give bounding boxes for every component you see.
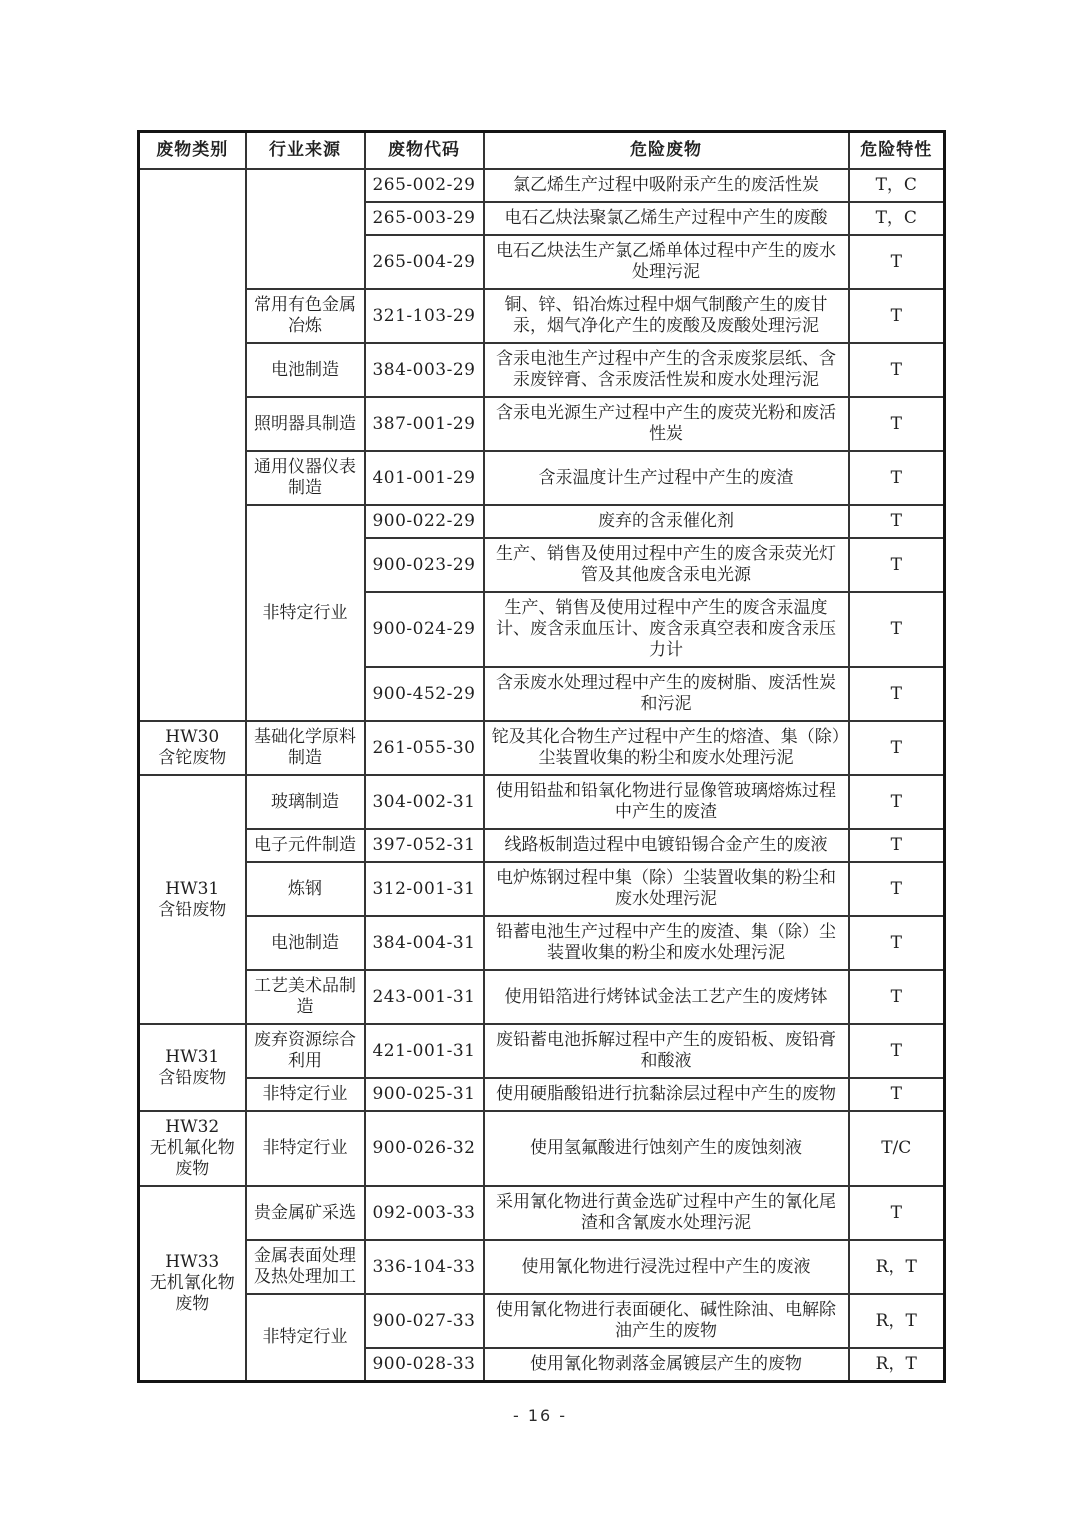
cell-hazard: R，T bbox=[849, 1348, 945, 1382]
cell-industry: 非特定行业 bbox=[246, 1294, 365, 1382]
cell-industry: 金属表面处理及热处理加工 bbox=[246, 1240, 365, 1294]
cell-hazard: R，T bbox=[849, 1240, 945, 1294]
cell-code: 387-001-29 bbox=[365, 397, 484, 451]
cell-code: 265-003-29 bbox=[365, 202, 484, 235]
cell-description: 生产、销售及使用过程中产生的废含汞温度计、废含汞血压计、废含汞真空表和废含汞压力计 bbox=[484, 592, 849, 667]
cell-code: 900-025-31 bbox=[365, 1078, 484, 1111]
table-row bbox=[139, 1078, 945, 1111]
cell-hazard: R，T bbox=[849, 1294, 945, 1348]
category-id: HW33 bbox=[165, 1252, 220, 1272]
table-row bbox=[139, 721, 945, 775]
cell-code: 384-003-29 bbox=[365, 343, 484, 397]
table-row bbox=[139, 1111, 945, 1186]
cell-description: 含汞温度计生产过程中产生的废渣 bbox=[484, 451, 849, 505]
cell-hazard: T bbox=[849, 862, 945, 916]
cell-hazard: T，C bbox=[849, 202, 945, 235]
cell-description: 含汞废水处理过程中产生的废树脂、废活性炭和污泥 bbox=[484, 667, 849, 721]
cell-description: 使用氰化物进行表面硬化、碱性除油、电解除油产生的废物 bbox=[484, 1294, 849, 1348]
cell-industry: 贵金属矿采选 bbox=[246, 1186, 365, 1240]
table-row bbox=[139, 1294, 945, 1348]
table-row bbox=[139, 343, 945, 397]
cell-description: 采用氰化物进行黄金选矿过程中产生的氰化尾渣和含氰废水处理污泥 bbox=[484, 1186, 849, 1240]
cell-description: 氯乙烯生产过程中吸附汞产生的废活性炭 bbox=[484, 169, 849, 202]
cell-description: 使用铅箔进行烤钵试金法工艺产生的废烤钵 bbox=[484, 970, 849, 1024]
cell-description: 电石乙炔法生产氯乙烯单体过程中产生的废水处理污泥 bbox=[484, 235, 849, 289]
cell-category bbox=[139, 1024, 246, 1111]
table-row bbox=[139, 1186, 945, 1240]
cell-description: 使用氰化物剥落金属镀层产生的废物 bbox=[484, 1348, 849, 1382]
page-number: - 16 - bbox=[512, 1406, 568, 1425]
cell-description: 使用氢氟酸进行蚀刻产生的废蚀刻液 bbox=[484, 1111, 849, 1186]
cell-industry: 基础化学原料制造 bbox=[246, 721, 365, 775]
cell-industry: 通用仪器仪表制造 bbox=[246, 451, 365, 505]
table-row bbox=[139, 1024, 945, 1078]
cell-code: 243-001-31 bbox=[365, 970, 484, 1024]
cell-hazard: T，C bbox=[849, 169, 945, 202]
cell-category bbox=[139, 1186, 246, 1382]
cell-code: 261-055-30 bbox=[365, 721, 484, 775]
cell-category-empty bbox=[139, 169, 246, 721]
cell-code: 421-001-31 bbox=[365, 1024, 484, 1078]
category-name: 无机氟化物废物 bbox=[149, 1138, 235, 1179]
cell-industry: 非特定行业 bbox=[246, 1078, 365, 1111]
cell-hazard: T bbox=[849, 538, 945, 592]
table-row bbox=[139, 1240, 945, 1294]
cell-industry: 电子元件制造 bbox=[246, 829, 365, 862]
category-name: 含铅废物 bbox=[158, 899, 227, 920]
table-row bbox=[139, 862, 945, 916]
cell-industry: 废弃资源综合利用 bbox=[246, 1024, 365, 1078]
cell-hazard: T bbox=[849, 289, 945, 343]
cell-industry: 电池制造 bbox=[246, 343, 365, 397]
cell-code: 900-026-32 bbox=[365, 1111, 484, 1186]
cell-code: 900-023-29 bbox=[365, 538, 484, 592]
category-id: HW31 bbox=[165, 1046, 220, 1067]
cell-code: 900-027-33 bbox=[365, 1294, 484, 1348]
cell-code: 265-004-29 bbox=[365, 235, 484, 289]
cell-hazard: T bbox=[849, 721, 945, 775]
cell-industry: 炼钢 bbox=[246, 862, 365, 916]
cell-code: 900-028-33 bbox=[365, 1348, 484, 1382]
table-row bbox=[139, 451, 945, 505]
cell-hazard: T bbox=[849, 829, 945, 862]
cell-hazard: T bbox=[849, 397, 945, 451]
cell-hazard: T bbox=[849, 775, 945, 829]
cell-category bbox=[139, 1111, 246, 1186]
cell-hazard: T/C bbox=[849, 1111, 945, 1186]
table-row bbox=[139, 829, 945, 862]
category-name: 含铅废物 bbox=[158, 1067, 227, 1088]
cell-industry: 非特定行业 bbox=[246, 1111, 365, 1186]
category-id: HW32 bbox=[165, 1117, 220, 1137]
cell-description: 使用硬脂酸铅进行抗黏涂层过程中产生的废物 bbox=[484, 1078, 849, 1111]
cell-hazard: T bbox=[849, 1024, 945, 1078]
cell-industry: 非特定行业 bbox=[246, 505, 365, 721]
cell-code: 336-104-33 bbox=[365, 1240, 484, 1294]
cell-hazard: T bbox=[849, 970, 945, 1024]
cell-description: 废铅蓄电池拆解过程中产生的废铅板、废铅膏和酸液 bbox=[484, 1024, 849, 1078]
table-row bbox=[139, 289, 945, 343]
table-row bbox=[139, 169, 945, 202]
table-row bbox=[139, 775, 945, 829]
cell-code: 900-452-29 bbox=[365, 667, 484, 721]
header-hazardous-waste: 危险废物 bbox=[484, 132, 849, 170]
cell-description: 使用铅盐和铅氧化物进行显像管玻璃熔炼过程中产生的废渣 bbox=[484, 775, 849, 829]
table-row bbox=[139, 505, 945, 538]
cell-hazard: T bbox=[849, 1078, 945, 1111]
cell-code: 321-103-29 bbox=[365, 289, 484, 343]
cell-hazard: T bbox=[849, 1186, 945, 1240]
cell-description: 使用氰化物进行浸洗过程中产生的废液 bbox=[484, 1240, 849, 1294]
cell-industry: 常用有色金属冶炼 bbox=[246, 289, 365, 343]
cell-hazard: T bbox=[849, 505, 945, 538]
cell-industry: 工艺美术品制造 bbox=[246, 970, 365, 1024]
cell-description: 铅蓄电池生产过程中产生的废渣、集（除）尘装置收集的粉尘和废水处理污泥 bbox=[484, 916, 849, 970]
cell-hazard: T bbox=[849, 451, 945, 505]
table-row bbox=[139, 397, 945, 451]
header-hazard-property: 危险特性 bbox=[849, 132, 945, 170]
cell-description: 铜、锌、铅冶炼过程中烟气制酸产生的废甘汞，烟气净化产生的废酸及废酸处理污泥 bbox=[484, 289, 849, 343]
header-waste-category: 废物类别 bbox=[139, 132, 246, 170]
cell-code: 401-001-29 bbox=[365, 451, 484, 505]
cell-description: 含汞电光源生产过程中产生的废荧光粉和废活性炭 bbox=[484, 397, 849, 451]
cell-code: 900-024-29 bbox=[365, 592, 484, 667]
cell-industry: 照明器具制造 bbox=[246, 397, 365, 451]
cell-code: 312-001-31 bbox=[365, 862, 484, 916]
cell-description: 线路板制造过程中电镀铅锡合金产生的废液 bbox=[484, 829, 849, 862]
header-waste-code: 废物代码 bbox=[365, 132, 484, 170]
cell-code: 304-002-31 bbox=[365, 775, 484, 829]
cell-description: 含汞电池生产过程中产生的含汞废浆层纸、含汞废锌膏、含汞废活性炭和废水处理污泥 bbox=[484, 343, 849, 397]
cell-code: 092-003-33 bbox=[365, 1186, 484, 1240]
cell-hazard: T bbox=[849, 235, 945, 289]
cell-industry: 电池制造 bbox=[246, 916, 365, 970]
cell-description: 电石乙炔法聚氯乙烯生产过程中产生的废酸 bbox=[484, 202, 849, 235]
category-name: 无机氰化物废物 bbox=[149, 1273, 235, 1314]
cell-hazard: T bbox=[849, 343, 945, 397]
cell-description: 铊及其化合物生产过程中产生的熔渣、集（除）尘装置收集的粉尘和废水处理污泥 bbox=[484, 721, 849, 775]
cell-category bbox=[139, 721, 246, 775]
table-row bbox=[139, 970, 945, 1024]
cell-code: 384-004-31 bbox=[365, 916, 484, 970]
table-header-row bbox=[139, 132, 945, 170]
cell-hazard: T bbox=[849, 592, 945, 667]
table-row bbox=[139, 916, 945, 970]
cell-description: 生产、销售及使用过程中产生的废含汞荧光灯管及其他废含汞电光源 bbox=[484, 538, 849, 592]
cell-description: 电炉炼钢过程中集（除）尘装置收集的粉尘和废水处理污泥 bbox=[484, 862, 849, 916]
cell-code: 265-002-29 bbox=[365, 169, 484, 202]
cell-code: 397-052-31 bbox=[365, 829, 484, 862]
category-id: HW31 bbox=[165, 878, 220, 899]
header-industry-source: 行业来源 bbox=[246, 132, 365, 170]
cell-category bbox=[139, 775, 246, 1024]
cell-industry: 玻璃制造 bbox=[246, 775, 365, 829]
cell-description: 废弃的含汞催化剂 bbox=[484, 505, 849, 538]
category-id: HW30 bbox=[165, 727, 220, 747]
hazardous-waste-table bbox=[137, 130, 946, 1383]
cell-code: 900-022-29 bbox=[365, 505, 484, 538]
cell-hazard: T bbox=[849, 667, 945, 721]
category-name: 含铊废物 bbox=[158, 748, 227, 768]
cell-industry-empty bbox=[246, 169, 365, 289]
cell-hazard: T bbox=[849, 916, 945, 970]
